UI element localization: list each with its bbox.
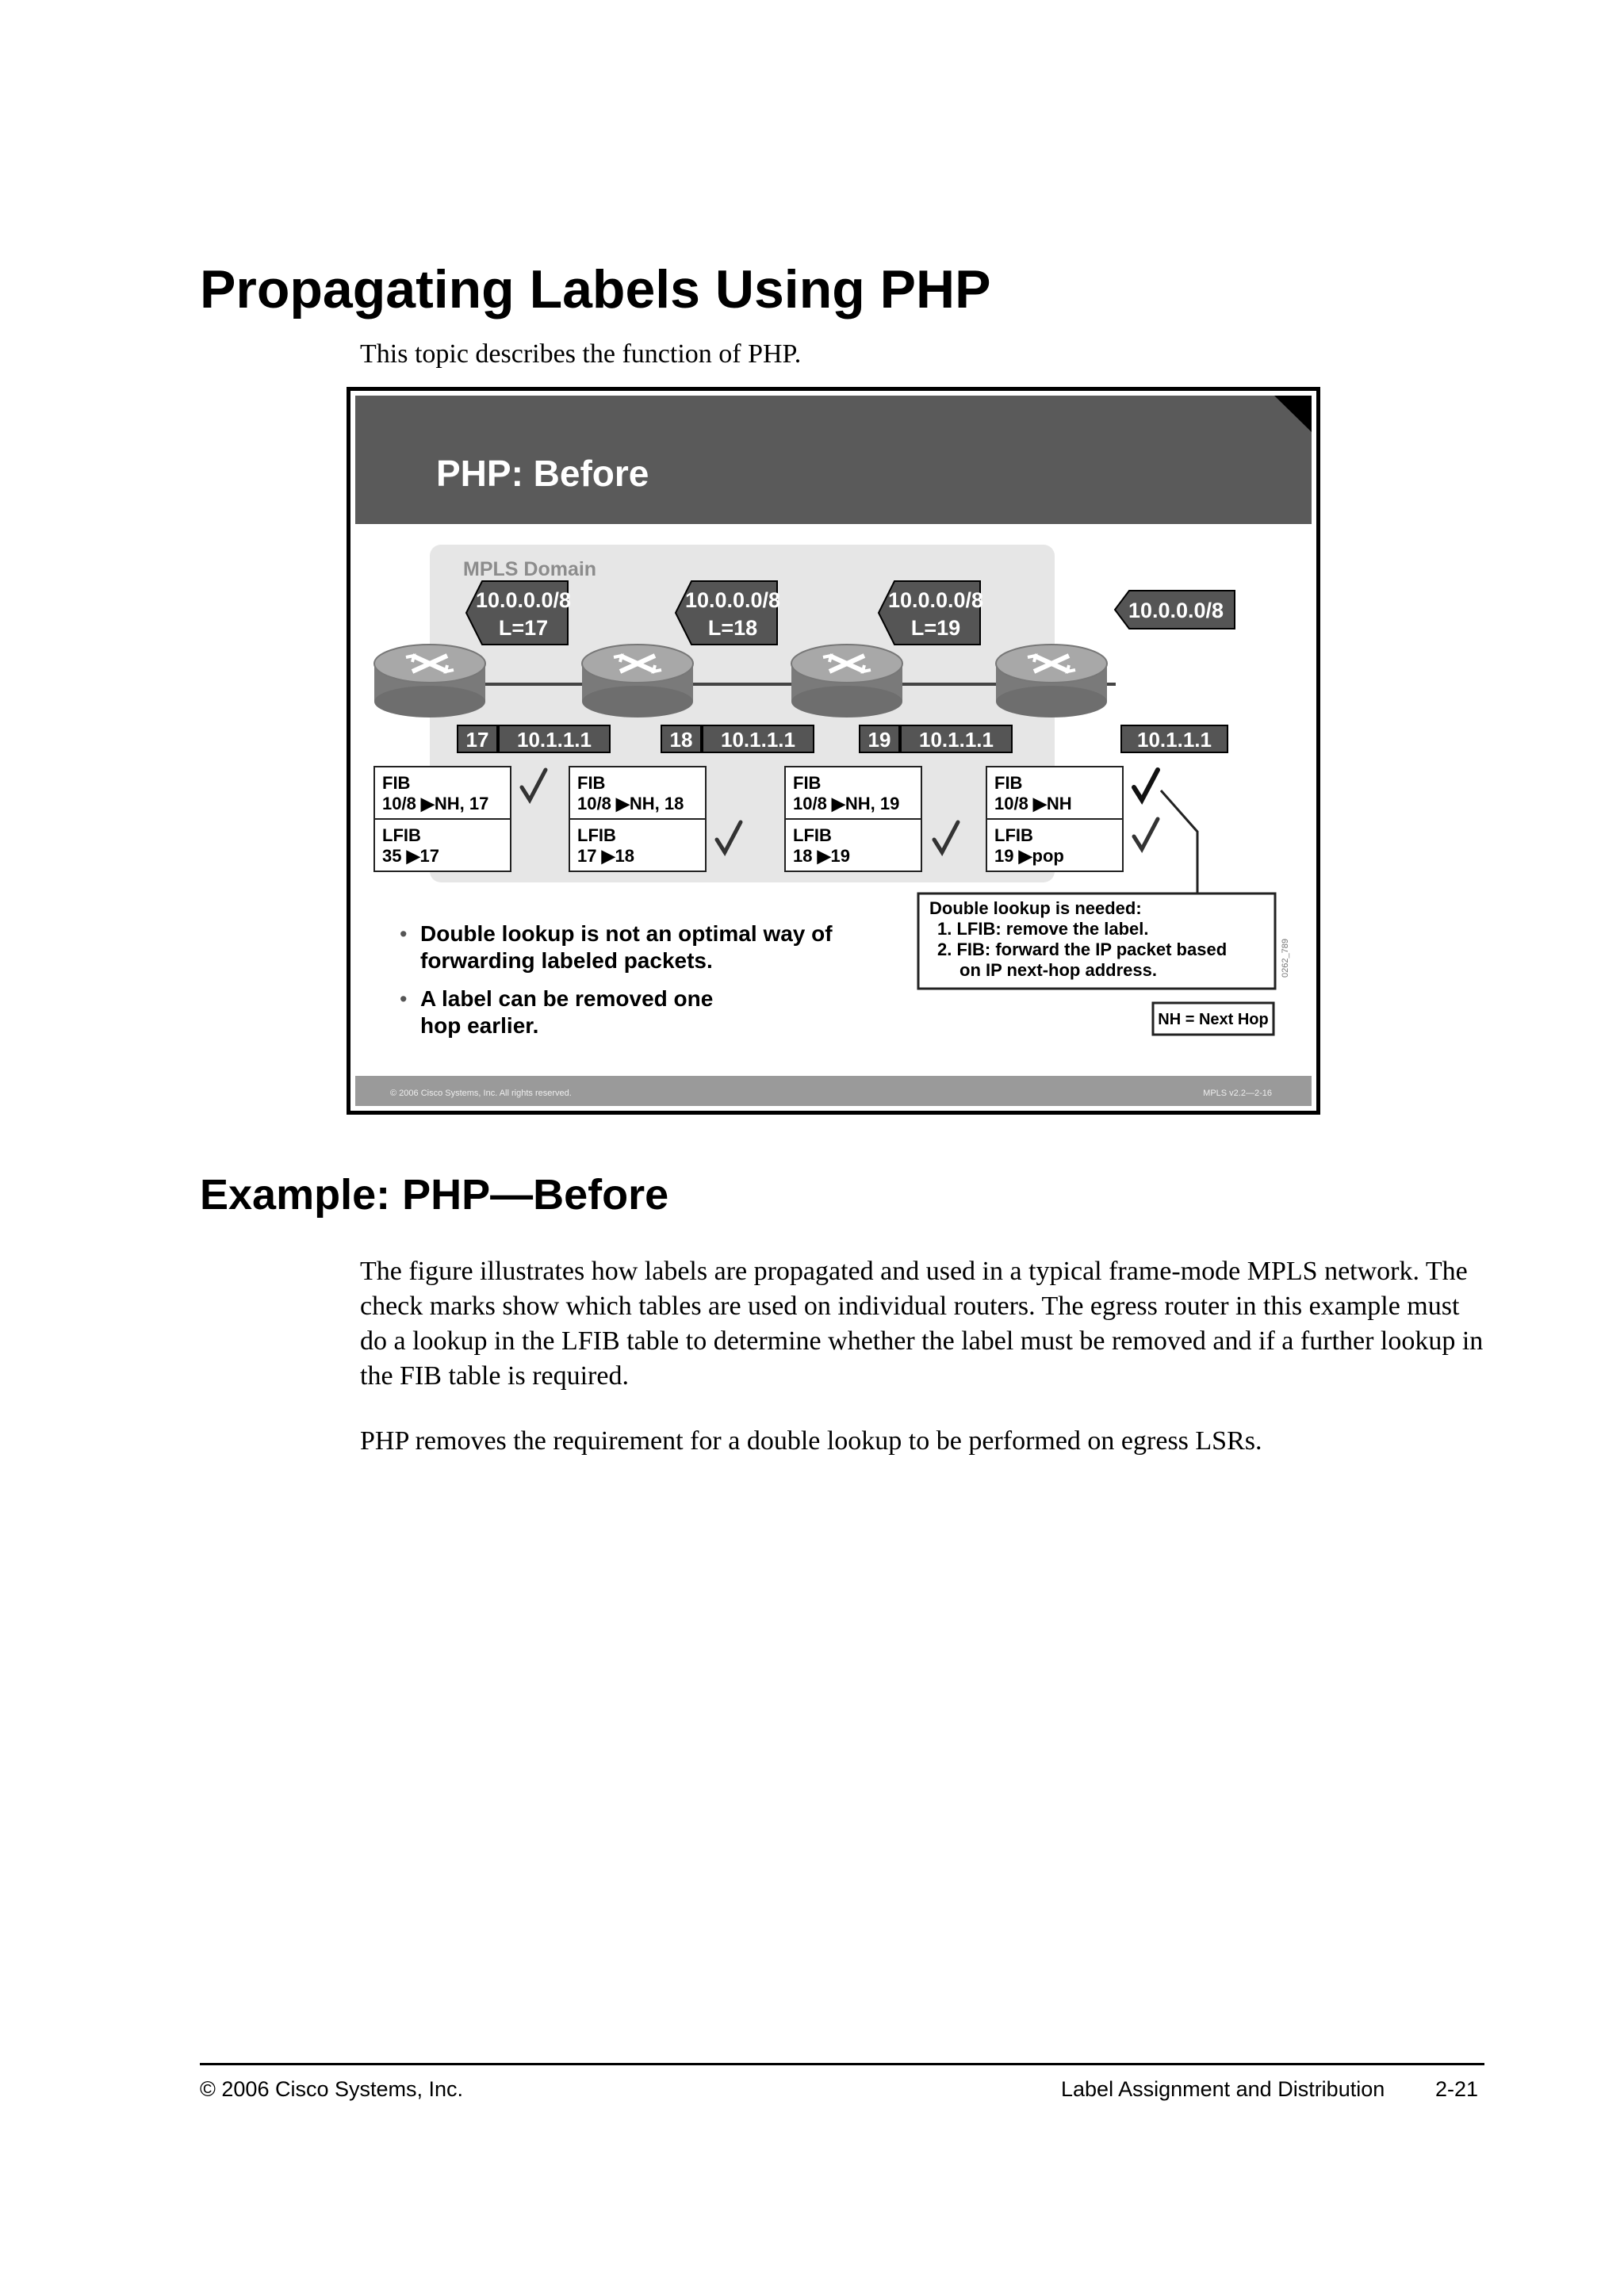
page-number: 2-21 <box>1435 2077 1479 2101</box>
fib-title: FIB <box>793 773 822 793</box>
packet-label: 18 <box>669 728 693 752</box>
slide-footer-copyright: © 2006 Cisco Systems, Inc. All rights reserved. <box>390 1089 572 1098</box>
legend-text: NH = Next Hop <box>1158 1011 1269 1028</box>
checkmark-icon <box>1134 770 1158 800</box>
lfib-entry: 19 ▶pop <box>994 846 1064 866</box>
adv-prefix: 10.0.0.0/8 <box>475 588 572 612</box>
advertisement-4 <box>1115 591 1235 629</box>
lfib-entry: 18 ▶19 <box>793 846 850 866</box>
section-title: Example: PHP—Before <box>200 1171 669 1219</box>
lfib-title: LFIB <box>793 825 832 845</box>
lfib-entry: 17 ▶18 <box>577 846 634 866</box>
bullet-text: hop earlier. <box>420 1013 539 1038</box>
packet-address: 10.1.1.1 <box>919 728 994 752</box>
php-before-slide <box>347 387 1320 1115</box>
packet-3 <box>860 725 1012 752</box>
router-2 <box>582 645 693 718</box>
advertisement-3 <box>879 581 983 645</box>
fib-entry: 10/8 ▶NH, 18 <box>577 794 684 813</box>
router-1 <box>374 645 485 718</box>
nh-legend <box>1153 1003 1274 1035</box>
fib-title: FIB <box>382 773 411 793</box>
fib-entry: 10/8 ▶NH <box>994 794 1072 813</box>
callout-line: on IP next-hop address. <box>959 960 1157 980</box>
footer-chapter: Label Assignment and Distribution <box>1061 2077 1385 2101</box>
callout-pointer <box>1161 790 1197 894</box>
fib-title: FIB <box>994 773 1023 793</box>
checkmark-icon <box>1134 819 1158 849</box>
router-4 <box>996 645 1107 718</box>
page-title: Propagating Labels Using PHP <box>200 259 991 320</box>
callout-line: 1. LFIB: remove the label. <box>937 919 1149 939</box>
lfib-title: LFIB <box>994 825 1033 845</box>
footer-copyright: © 2006 Cisco Systems, Inc. <box>200 2077 464 2101</box>
intro-text: This topic describes the function of PHP. <box>360 339 802 369</box>
router-3-tables <box>785 767 921 871</box>
adv-prefix: 10.0.0.0/8 <box>887 588 984 612</box>
packet-4 <box>1121 725 1228 752</box>
mpls-domain-label: MPLS Domain <box>463 558 597 580</box>
packet-address: 10.1.1.1 <box>1137 728 1212 752</box>
bullet-text: forwarding labeled packets. <box>420 948 713 973</box>
bullet-list <box>400 921 833 1038</box>
adv-label: L=19 <box>910 616 961 640</box>
packet-label: 19 <box>868 728 891 752</box>
fib-title: FIB <box>577 773 606 793</box>
lfib-title: LFIB <box>382 825 421 845</box>
packet-1 <box>458 725 610 752</box>
packet-address: 10.1.1.1 <box>721 728 795 752</box>
router-2-tables <box>569 767 706 871</box>
router-3 <box>791 645 902 718</box>
packet-label: 17 <box>465 728 489 752</box>
fib-entry: 10/8 ▶NH, 19 <box>793 794 900 813</box>
router-4-tables <box>986 767 1123 871</box>
callout-line: 2. FIB: forward the IP packet based <box>937 939 1228 959</box>
side-code: 0262_789 <box>1281 939 1290 978</box>
bullet-icon: • <box>400 922 408 946</box>
lfib-entry: 35 ▶17 <box>382 846 439 866</box>
body-paragraph-2: PHP removes the requirement for a double lookup to be performed on egress LSRs. <box>360 1426 1262 1456</box>
callout-line: Double lookup is needed: <box>929 898 1142 918</box>
advertisement-2 <box>676 581 780 645</box>
lfib-title: LFIB <box>577 825 616 845</box>
packet-2 <box>661 725 814 752</box>
adv-label: L=17 <box>498 616 549 640</box>
bullet-text: Double lookup is not an optimal way of <box>420 921 833 946</box>
slide-title: PHP: Before <box>436 453 649 494</box>
packet-address: 10.1.1.1 <box>517 728 592 752</box>
adv-prefix: 10.0.0.0/8 <box>1128 599 1224 622</box>
fib-entry: 10/8 ▶NH, 17 <box>382 794 489 813</box>
slide-footer-code: MPLS v2.2—2-16 <box>1203 1089 1272 1098</box>
bullet-icon: • <box>400 987 408 1011</box>
adv-prefix: 10.0.0.0/8 <box>684 588 781 612</box>
double-lookup-callout <box>918 894 1275 989</box>
bullet-text: A label can be removed one <box>420 986 714 1011</box>
router-1-tables <box>374 767 511 871</box>
advertisement-1 <box>466 581 571 645</box>
body-paragraph-1: The figure illustrates how labels are propagated and used in a typical frame-mode MPLS network. The check marks show which tables are used on individual routers. The egress router in this example must do a lookup in the LFIB table to determine whether the label must be removed and if a further lookup in the FIB table is required. <box>360 1257 1484 1391</box>
footer-rule <box>200 2063 1484 2065</box>
adv-label: L=18 <box>707 616 758 640</box>
